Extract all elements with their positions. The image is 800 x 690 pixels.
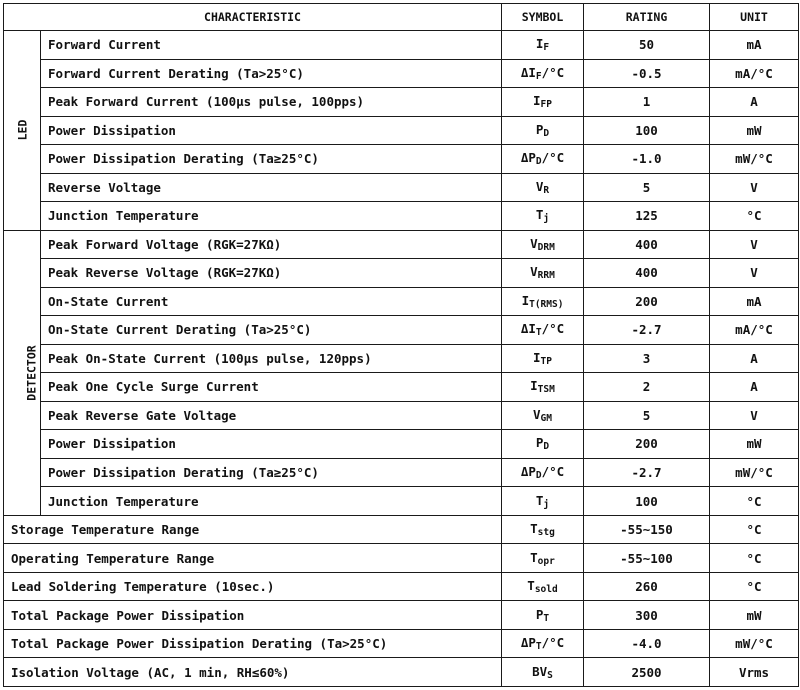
symbol-cell [502,601,584,630]
rating-cell: 125 [584,202,710,231]
unit-cell: mA/°C [710,59,799,88]
table-row [4,116,799,145]
characteristic-cell: Power Dissipation Derating (Ta≥25°C) [41,145,502,174]
characteristic-cell: Operating Temperature Range [4,544,502,573]
table-row [4,658,799,687]
symbol-main: I [533,93,541,109]
symbol-cell [502,544,584,573]
symbol-subscript: T(RMS) [529,298,564,310]
symbol-subscript: T [535,641,542,653]
rating-cell: -55~150 [584,515,710,544]
characteristic-cell: On-State Current Derating (Ta>25°C) [41,316,502,345]
characteristic-cell: Storage Temperature Range [4,515,502,544]
ratings-table-body [4,31,799,687]
rating-cell: -0.5 [584,59,710,88]
rating-cell: 50 [584,31,710,60]
symbol-cell [502,316,584,345]
characteristic-cell: Total Package Power Dissipation Derating (Ta>25°C) [4,629,502,658]
rating-cell: 200 [584,430,710,459]
unit-cell: V [710,401,799,430]
characteristic-cell: Isolation Voltage (AC, 1 min, RH≤60%) [4,658,502,687]
symbol-main: I [535,36,544,52]
symbol-subscript: GM [540,412,552,424]
symbol-subscript: F [535,70,542,82]
characteristic-cell: Power Dissipation Derating (Ta≥25°C) [41,458,502,487]
symbol-main: T [527,578,535,594]
table-row [4,31,799,60]
table-row [4,487,799,516]
characteristic-cell: Forward Current Derating (Ta>25°C) [41,59,502,88]
symbol-subscript: F [543,42,550,54]
symbol-main: ΔP [520,635,536,651]
table-row [4,515,799,544]
unit-cell: Vrms [710,658,799,687]
characteristic-cell: Power Dissipation [41,430,502,459]
symbol-main: T [530,521,538,537]
symbol-cell [502,401,584,430]
symbol-subscript: RRM [537,270,555,282]
symbol-main: ΔI [520,64,536,80]
characteristic-cell: On-State Current [41,287,502,316]
symbol-cell [502,344,584,373]
symbol-subscript: TP [540,355,552,367]
unit-cell: V [710,173,799,202]
symbol-main: P [535,121,544,137]
unit-cell: A [710,88,799,117]
rating-cell: 100 [584,487,710,516]
symbol-cell [502,487,584,516]
rating-header: RATING [584,4,710,31]
detector-group-label: DETECTOR [24,344,39,401]
unit-cell: mW [710,601,799,630]
table-row [4,544,799,573]
table-row [4,230,799,259]
unit-cell: °C [710,515,799,544]
symbol-main: ΔP [520,150,536,166]
characteristic-cell: Peak On-State Current (100µs pulse, 120pps) [41,344,502,373]
ratings-table-container [3,3,798,687]
symbol-cell [502,145,584,174]
detector-group [4,230,41,515]
characteristic-cell: Junction Temperature [41,487,502,516]
table-row [4,601,799,630]
unit-cell: mW/°C [710,629,799,658]
symbol-cell [502,116,584,145]
symbol-cell [502,658,584,687]
symbol-cell [502,202,584,231]
symbol-main: ΔI [520,321,536,337]
characteristic-cell: Peak Forward Current (100µs pulse, 100pps) [41,88,502,117]
symbol-main: T [530,549,538,565]
rating-cell: 300 [584,601,710,630]
symbol-subscript: opr [537,555,555,567]
symbol-subscript: T [535,327,542,339]
symbol-cell [502,59,584,88]
characteristic-cell: Total Package Power Dissipation [4,601,502,630]
led-group [4,31,41,231]
characteristic-cell: Peak Reverse Gate Voltage [41,401,502,430]
unit-cell: V [710,259,799,288]
table-row [4,430,799,459]
symbol-subscript: sold [534,584,558,596]
table-row [4,88,799,117]
characteristic-cell: Power Dissipation [41,116,502,145]
rating-cell: -2.7 [584,458,710,487]
table-row [4,316,799,345]
symbol-main: V [535,178,544,194]
unit-cell: °C [710,544,799,573]
symbol-cell [502,230,584,259]
unit-cell: A [710,344,799,373]
symbol-cell [502,430,584,459]
unit-cell: mW/°C [710,458,799,487]
table-row [4,259,799,288]
symbol-subscript: T [543,612,550,624]
symbol-suffix: /°C [541,321,565,337]
table-row [4,572,799,601]
unit-cell: mW [710,430,799,459]
characteristic-cell: Peak One Cycle Surge Current [41,373,502,402]
rating-cell: 2500 [584,658,710,687]
characteristic-header: CHARACTERISTIC [4,4,502,31]
characteristic-cell: Forward Current [41,31,502,60]
rating-cell: 200 [584,287,710,316]
symbol-cell [502,31,584,60]
symbol-main: V [533,406,541,422]
symbol-header: SYMBOL [502,4,584,31]
symbol-subscript: FP [540,99,552,111]
symbol-main: P [535,606,544,622]
rating-cell: 260 [584,572,710,601]
table-row [4,344,799,373]
symbol-cell [502,629,584,658]
unit-cell: °C [710,572,799,601]
rating-cell: -2.7 [584,316,710,345]
symbol-main: I [530,378,538,394]
symbol-cell [502,287,584,316]
unit-header: UNIT [710,4,799,31]
table-row [4,629,799,658]
symbol-suffix: /°C [541,463,565,479]
symbol-subscript: R [543,184,550,196]
symbol-subscript: D [543,127,550,139]
symbol-subscript: TSM [537,384,555,396]
symbol-main: BV [532,663,548,679]
rating-cell: -1.0 [584,145,710,174]
symbol-subscript: D [543,441,550,453]
rating-cell: 100 [584,116,710,145]
unit-cell: mW [710,116,799,145]
symbol-main: T [535,207,544,223]
led-group-label: LED [15,119,29,141]
symbol-cell [502,259,584,288]
symbol-cell [502,173,584,202]
symbol-subscript: stg [537,527,555,539]
unit-cell: mA [710,287,799,316]
rating-cell: 3 [584,344,710,373]
table-row [4,287,799,316]
symbol-main: V [530,235,538,251]
symbol-cell [502,88,584,117]
symbol-main: ΔP [520,463,536,479]
characteristic-cell: Peak Forward Voltage (RGK=27KΩ) [41,230,502,259]
unit-cell: mW/°C [710,145,799,174]
table-row [4,145,799,174]
rating-cell: 5 [584,401,710,430]
symbol-cell [502,458,584,487]
symbol-subscript: D [535,156,542,168]
characteristic-cell: Junction Temperature [41,202,502,231]
symbol-suffix: /°C [541,64,565,80]
rating-cell: 5 [584,173,710,202]
rating-cell: 400 [584,230,710,259]
unit-cell: mA/°C [710,316,799,345]
symbol-suffix: /°C [541,635,565,651]
rating-cell: 400 [584,259,710,288]
symbol-main: T [535,492,544,508]
unit-cell: °C [710,487,799,516]
rating-cell: 2 [584,373,710,402]
table-row [4,401,799,430]
header-row [4,4,799,31]
unit-cell: A [710,373,799,402]
symbol-main: V [530,264,538,280]
table-row [4,373,799,402]
table-row [4,202,799,231]
symbol-cell [502,373,584,402]
unit-cell: mA [710,31,799,60]
unit-cell: V [710,230,799,259]
maximum-ratings-table [3,3,799,687]
table-row [4,173,799,202]
symbol-suffix: /°C [541,150,565,166]
symbol-subscript: j [543,213,550,225]
characteristic-cell: Peak Reverse Voltage (RGK=27KΩ) [41,259,502,288]
rating-cell: -4.0 [584,629,710,658]
symbol-main: P [535,435,544,451]
symbol-subscript: S [547,669,553,681]
symbol-main: I [533,349,541,365]
characteristic-cell: Lead Soldering Temperature (10sec.) [4,572,502,601]
symbol-cell [502,515,584,544]
unit-cell: °C [710,202,799,231]
symbol-subscript: D [535,469,542,481]
table-row [4,458,799,487]
symbol-subscript: j [543,498,550,510]
table-row [4,59,799,88]
rating-cell: 1 [584,88,710,117]
symbol-subscript: DRM [537,241,555,253]
symbol-main: I [521,292,530,308]
symbol-cell [502,572,584,601]
rating-cell: -55~100 [584,544,710,573]
characteristic-cell: Reverse Voltage [41,173,502,202]
